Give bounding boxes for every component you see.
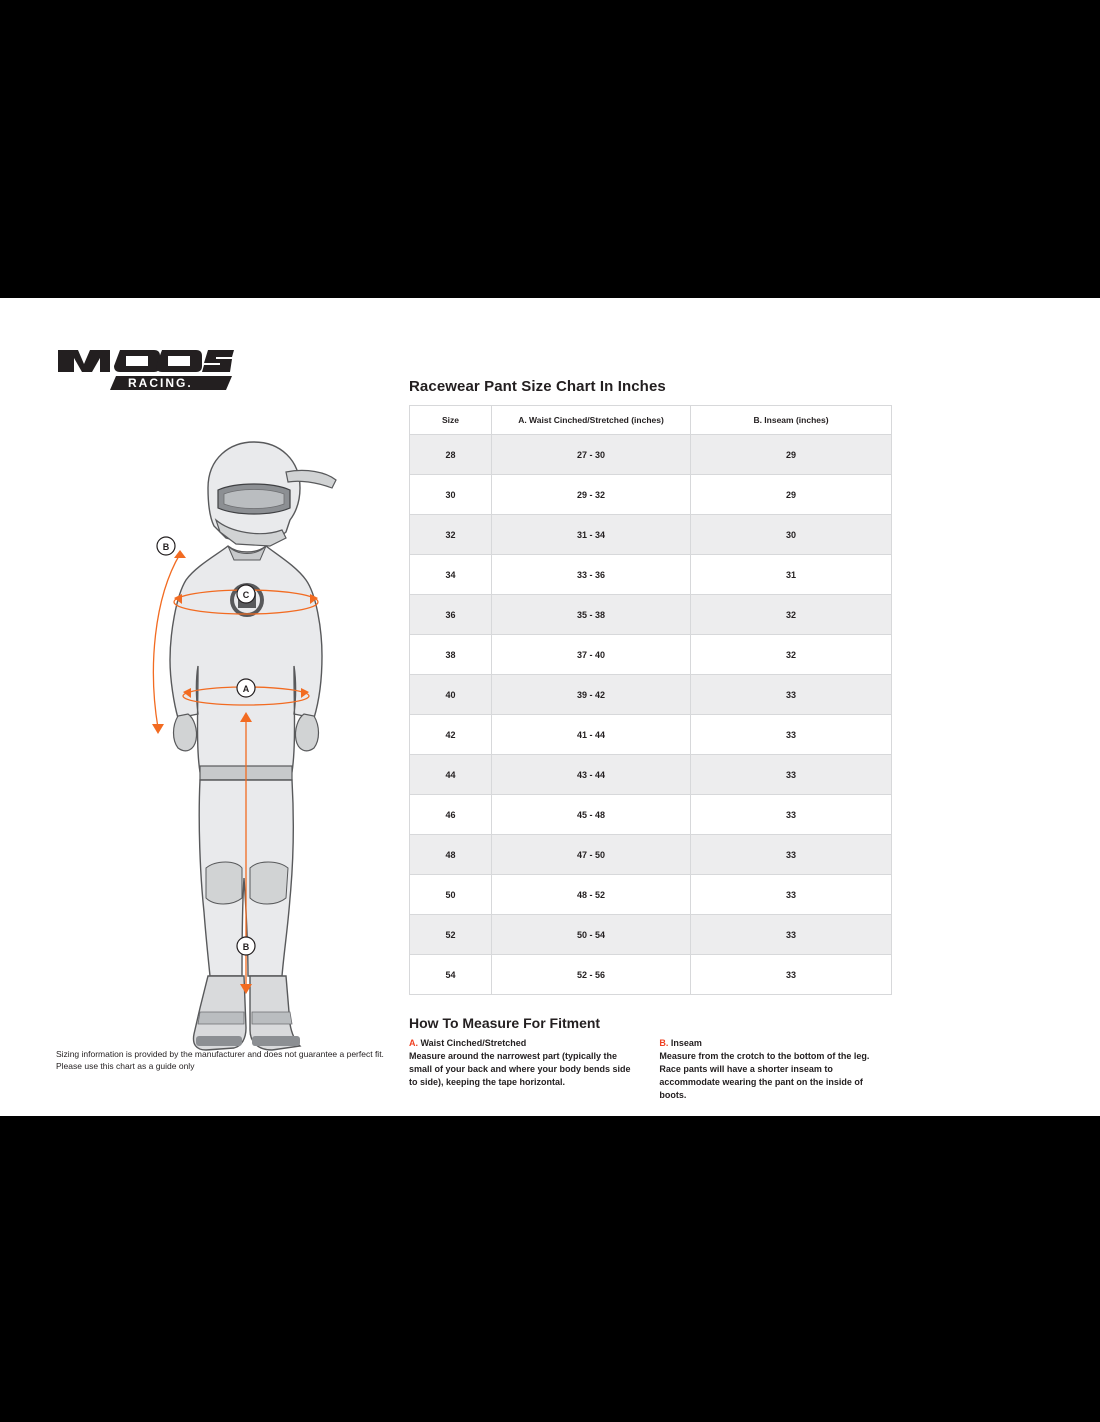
- table-row: [410, 595, 892, 635]
- cell-size: 32: [410, 515, 492, 555]
- cell-size: 36: [410, 595, 492, 635]
- cell-waist: 29 - 32: [492, 475, 691, 515]
- how-to-measure-section: [409, 1015, 891, 1102]
- table-row: [410, 555, 892, 595]
- column-header-inseam: B. Inseam (inches): [691, 406, 892, 435]
- cell-waist: 35 - 38: [492, 595, 691, 635]
- how-to-label-a: Waist Cinched/Stretched: [420, 1038, 527, 1048]
- cell-inseam: 33: [691, 755, 892, 795]
- logo-racing-text: RACING.: [128, 376, 193, 390]
- cell-size: 38: [410, 635, 492, 675]
- figure-label-a: A: [242, 684, 250, 694]
- cell-inseam: 32: [691, 635, 892, 675]
- cell-size: 42: [410, 715, 492, 755]
- cell-waist: 47 - 50: [492, 835, 691, 875]
- column-header-waist: A. Waist Cinched/Stretched (inches): [492, 406, 691, 435]
- table-row: [410, 835, 892, 875]
- size-chart-sheet: [0, 298, 1100, 1116]
- table-row: [410, 715, 892, 755]
- cell-size: 40: [410, 675, 492, 715]
- cell-inseam: 33: [691, 875, 892, 915]
- cell-inseam: 33: [691, 955, 892, 995]
- how-to-measure-title: How To Measure For Fitment: [409, 1015, 601, 1031]
- column-header-size: Size: [410, 406, 492, 435]
- cell-waist: 52 - 56: [492, 955, 691, 995]
- cell-waist: 45 - 48: [492, 795, 691, 835]
- cell-inseam: 33: [691, 915, 892, 955]
- figure-label-b-upper: B: [162, 542, 170, 552]
- cell-inseam: 33: [691, 715, 892, 755]
- cell-size: 44: [410, 755, 492, 795]
- cell-waist: 37 - 40: [492, 635, 691, 675]
- cell-inseam: 32: [691, 595, 892, 635]
- how-to-body-a: Measure around the narrowest part (typically the small of your back and where your body bends side to side), keeping the tape horizontal.: [409, 1051, 631, 1088]
- cell-size: 50: [410, 875, 492, 915]
- how-to-item-b: [659, 1038, 891, 1102]
- how-to-mark-a: A.: [409, 1038, 418, 1048]
- how-to-item-a: [409, 1038, 637, 1102]
- cell-size: 54: [410, 955, 492, 995]
- cell-waist: 48 - 52: [492, 875, 691, 915]
- cell-waist: 27 - 30: [492, 435, 691, 475]
- cell-size: 34: [410, 555, 492, 595]
- cell-waist: 33 - 36: [492, 555, 691, 595]
- table-row: [410, 515, 892, 555]
- how-to-mark-b: B.: [659, 1038, 669, 1048]
- table-row: [410, 795, 892, 835]
- moose-racing-logo: [56, 346, 236, 390]
- table-row: [410, 675, 892, 715]
- figure-label-c: C: [242, 590, 250, 600]
- page-title: Racewear Pant Size Chart In Inches: [409, 378, 666, 395]
- cell-waist: 50 - 54: [492, 915, 691, 955]
- cell-inseam: 30: [691, 515, 892, 555]
- cell-inseam: 33: [691, 835, 892, 875]
- cell-inseam: 29: [691, 435, 892, 475]
- cell-inseam: 33: [691, 675, 892, 715]
- cell-size: 28: [410, 435, 492, 475]
- table-row: [410, 475, 892, 515]
- table-row: [410, 755, 892, 795]
- disclaimer: [56, 1048, 386, 1073]
- size-chart-table: [409, 405, 892, 995]
- cell-waist: 43 - 44: [492, 755, 691, 795]
- table-row: [410, 635, 892, 675]
- cell-inseam: 33: [691, 795, 892, 835]
- cell-size: 30: [410, 475, 492, 515]
- how-to-body-b: Measure from the crotch to the bottom of the leg. Race pants will have a shorter inseam to accommodate wearing the pant on the inside of boots.: [659, 1051, 870, 1101]
- figure-label-b-inseam: B: [242, 942, 250, 952]
- cell-size: 52: [410, 915, 492, 955]
- table-row: [410, 955, 892, 995]
- cell-waist: 39 - 42: [492, 675, 691, 715]
- table-header-row: [410, 406, 892, 435]
- table-row: [410, 435, 892, 475]
- cell-size: 48: [410, 835, 492, 875]
- how-to-label-b: Inseam: [670, 1038, 702, 1048]
- disclaimer-line-2: Please use this chart as a guide only: [56, 1061, 195, 1072]
- disclaimer-line-1: Sizing information is provided by the manufacturer and does not guarantee a perfect fit.: [56, 1049, 384, 1059]
- cell-size: 46: [410, 795, 492, 835]
- chart-column: [409, 378, 891, 1102]
- cell-waist: 31 - 34: [492, 515, 691, 555]
- cell-inseam: 29: [691, 475, 892, 515]
- table-row: [410, 915, 892, 955]
- cell-waist: 41 - 44: [492, 715, 691, 755]
- rider-diagram: [100, 428, 380, 1078]
- cell-inseam: 31: [691, 555, 892, 595]
- table-row: [410, 875, 892, 915]
